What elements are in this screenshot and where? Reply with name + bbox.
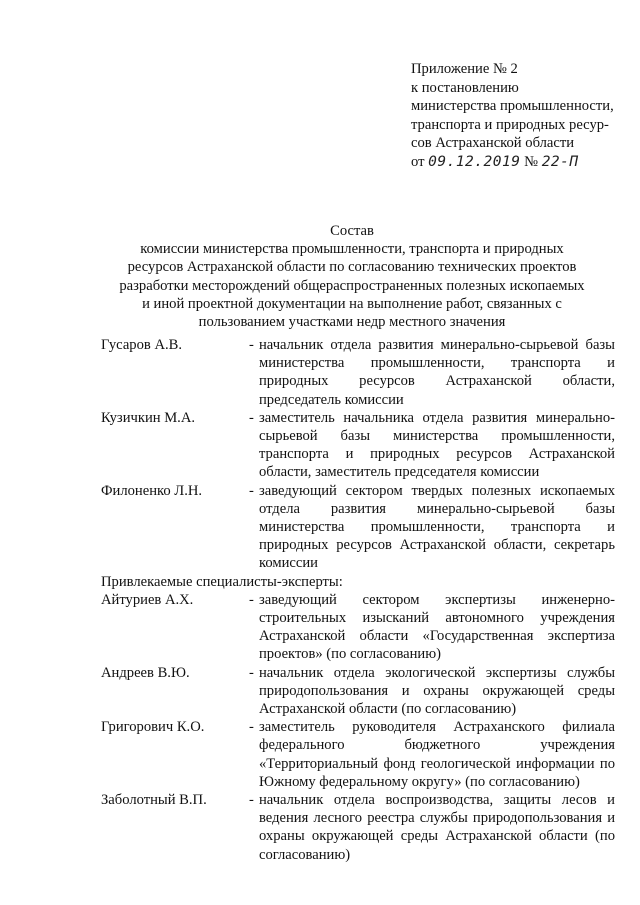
member-name: Кузичкин М.А.: [101, 409, 196, 426]
title-line: и иной проектной документации на выполнение работ, связанных с: [142, 295, 562, 312]
handwritten-number: 22-П: [541, 153, 579, 170]
document-title: [92, 222, 612, 331]
member-role: заведующий сектором твердых полезных ископаемых отдела развития минерально-сырьевой базы министерства промышленности, транспорта и природных ресурсов Астраханской области, секретарь комиссии: [259, 482, 615, 572]
appendix-dateline: [411, 153, 626, 172]
experts-heading: Привлекаемые специалисты-эксперты:: [101, 573, 343, 590]
title-line: комиссии министерства промышленности, транспорта и природных: [140, 241, 564, 258]
member-name: Гусаров А.В.: [101, 337, 183, 353]
expert-dash: -: [249, 719, 254, 736]
expert-dash: -: [249, 664, 254, 681]
title-line: ресурсов Астраханской области по согласованию технических проектов: [127, 259, 577, 276]
expert-dash: -: [249, 591, 254, 608]
appendix-line: сов Астраханской области: [411, 135, 575, 152]
appendix-line: к постановлению: [411, 79, 519, 96]
expert-row: [101, 591, 616, 664]
member-role: заместитель начальника отдела развития минерально-сырьевой базы министерства промышленности, транспорта и природных ресурсов Астраханской области, заместитель председателя комиссии: [259, 409, 615, 481]
expert-name: Григорович К.О.: [101, 719, 205, 736]
appendix-line: министерства промышленности,: [411, 98, 614, 115]
member-role: начальник отдела развития минерально-сырьевой базы министерства промышленности, транспорта и природных ресурсов Астраханской области, председатель комиссии: [259, 337, 615, 408]
title-line: пользованием участками недр местного значения: [198, 314, 506, 331]
expert-name: Андреев В.Ю.: [101, 664, 190, 681]
handwritten-date: 09.12.2019: [428, 153, 521, 170]
title-line: разработки месторождений общераспространенных полезных ископаемых: [119, 277, 585, 294]
expert-role: начальник отдела воспроизводства, защиты лесов и ведения лесного реестра службы природопользования и охраны окружающей среды Астраханской области (по согласованию): [259, 792, 615, 863]
number-prefix: №: [524, 153, 539, 170]
title-heading: Состав: [330, 223, 374, 239]
expert-role: заведующий сектором экспертизы инженерно-строительных изысканий автономного учреждения Астраханской области «Государственная экспертиза проектов» (по согласованию): [259, 591, 615, 663]
expert-name: Заболотный В.П.: [101, 792, 207, 809]
expert-row: [101, 664, 616, 719]
appendix-line: транспорта и природных ресур-: [411, 116, 609, 133]
appendix-header: [411, 60, 626, 172]
commission-roster: [101, 336, 616, 864]
member-dash: -: [249, 409, 254, 426]
expert-role: заместитель руководителя Астраханского филиала федерального бюджетного учреждения «Территориальный фонд геологической информации по Южному федеральному округу» (по согласованию): [259, 719, 615, 790]
member-dash: -: [249, 482, 254, 499]
member-row: [101, 336, 616, 409]
expert-dash: -: [249, 792, 254, 809]
date-prefix: от: [411, 153, 425, 170]
expert-row: [101, 718, 616, 791]
member-dash: -: [249, 337, 254, 353]
appendix-line: Приложение № 2: [411, 61, 518, 77]
member-row: [101, 409, 616, 482]
member-row: [101, 482, 616, 573]
member-name: Филоненко Л.Н.: [101, 482, 203, 499]
expert-row: [101, 791, 616, 864]
expert-role: начальник отдела экологической экспертизы службы природопользования и охраны окружающей среды Астраханской области (по согласованию): [259, 664, 615, 718]
expert-name: Айтуриев А.Х.: [101, 591, 194, 608]
